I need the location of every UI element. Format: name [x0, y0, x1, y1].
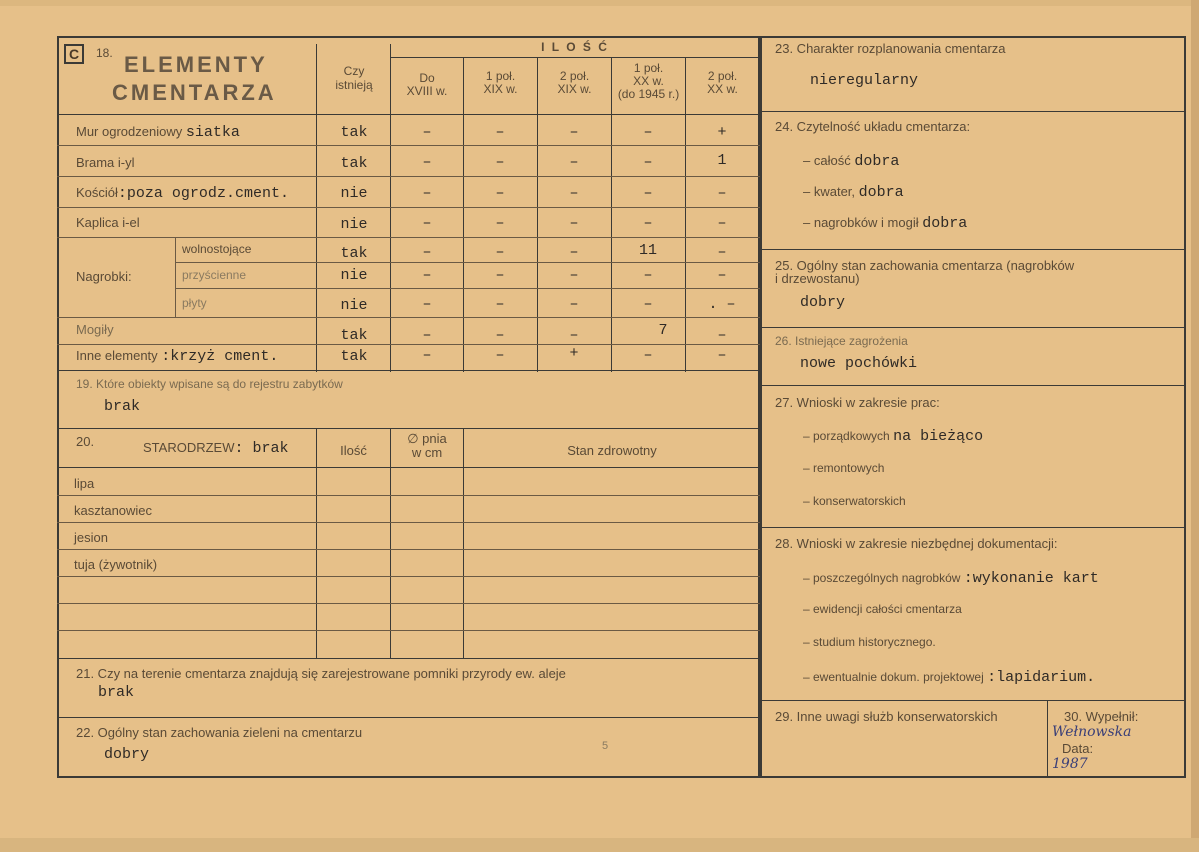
- col-qty: Ilość: [340, 443, 367, 458]
- stray-mark: 5: [602, 740, 609, 752]
- cell-kaplica-2: –: [569, 215, 579, 232]
- cell-wolno-1: –: [495, 244, 505, 261]
- cell-kaplica-1: –: [495, 215, 505, 232]
- cell-kosciol-0: –: [422, 185, 432, 202]
- cell-przy-0: –: [422, 267, 432, 284]
- sec18-title-line1: ELEMENTY: [124, 52, 268, 77]
- cell-mur-0: –: [422, 124, 432, 141]
- sec24-item-2: – nagrobków i mogił dobra: [803, 215, 968, 232]
- sec29-label: 29. Inne uwagi służb konserwatorskich: [775, 709, 998, 724]
- cell-kaplica-0: –: [422, 215, 432, 232]
- sec27-item-2: – konserwatorskich: [803, 494, 906, 508]
- cell-brama-4: 1: [717, 152, 727, 169]
- sec30-signature: Wełnowska: [1052, 724, 1132, 740]
- cell-inne-2: +: [569, 345, 579, 362]
- period-header-2: 2 poł. XIX w.: [557, 69, 592, 96]
- cell-mogily-1: –: [495, 327, 505, 344]
- sec23-value: nieregularny: [810, 72, 919, 89]
- row-label-kaplica: Kaplica i-el: [76, 215, 140, 230]
- cell-brama-2: –: [569, 154, 579, 171]
- exists-przyscienne: nie: [340, 267, 368, 284]
- sec18-title-line2: CMENTARZA: [112, 80, 277, 105]
- exists-inne: tak: [340, 348, 368, 365]
- paper-bottom-edge: [0, 838, 1199, 852]
- exists-brama: tak: [340, 155, 368, 172]
- sec24-item-0: – całość dobra: [803, 153, 900, 170]
- sec28-item-1: – ewidencji całości cmentarza: [803, 602, 962, 616]
- row-label-mogily: Mogiły: [76, 322, 114, 337]
- period-header-4: 2 poł. XX w.: [707, 69, 738, 96]
- sec27-item-1: – remontowych: [803, 461, 885, 475]
- row-label-mur: Mur ogrodzeniowy siatka: [76, 124, 240, 141]
- sec19-label: 19. Które obiekty wpisane są do rejestru zabytków: [76, 377, 343, 391]
- cell-kosciol-2: –: [569, 185, 579, 202]
- cell-mur-2: –: [569, 124, 579, 141]
- sec27-item-0: – porządkowych na bieżąco: [803, 428, 984, 445]
- sec30-date-label: Data:: [1062, 741, 1094, 756]
- cell-plyty-4: . –: [708, 296, 736, 313]
- ilosc-header: I L O Ś Ć: [541, 40, 609, 54]
- sec28-item-2: – studium historycznego.: [803, 635, 936, 649]
- exists-mur: tak: [340, 124, 368, 141]
- sec28-label: 28. Wnioski w zakresie niezbędnej dokumentacji:: [775, 536, 1058, 551]
- cell-inne-4: –: [717, 347, 727, 364]
- sec28-item-3: – ewentualnie dokum. projektowej :lapidarium.: [803, 669, 1096, 686]
- exists-kosciol: nie: [340, 185, 368, 202]
- cell-kosciol-3: –: [643, 185, 653, 202]
- cell-kaplica-4: –: [717, 215, 727, 232]
- paper-top-edge: [0, 0, 1199, 6]
- sec21-value: brak: [98, 684, 135, 701]
- period-header-0: Do XVIII w.: [406, 71, 448, 98]
- cell-inne-3: –: [643, 347, 653, 364]
- row-label-brama: Brama i-yl: [76, 155, 135, 170]
- cell-brama-1: –: [495, 154, 505, 171]
- sec23-label: 23. Charakter rozplanowania cmentarza: [775, 41, 1006, 56]
- paper-right-edge: [1191, 0, 1199, 852]
- cell-wolno-3: 11: [638, 242, 657, 259]
- cell-mur-1: –: [495, 124, 505, 141]
- col-diameter: ∅ pnia w cm: [407, 431, 447, 460]
- period-header-3: 1 poł. XX w. (do 1945 r.): [617, 61, 680, 101]
- cell-plyty-0: –: [422, 296, 432, 313]
- row-label-inne: Inne elementy :krzyż cment.: [76, 348, 279, 365]
- exists-plyty: nie: [340, 297, 368, 314]
- col-health: Stan zdrowotny: [567, 443, 657, 458]
- cell-inne-0: –: [422, 347, 432, 364]
- cell-mogily-2: –: [569, 327, 579, 344]
- cell-wolno-0: –: [422, 244, 432, 261]
- sec24-label: 24. Czytelność układu cmentarza:: [775, 119, 971, 134]
- cell-kosciol-1: –: [495, 185, 505, 202]
- cell-przy-3: –: [643, 267, 653, 284]
- cell-przy-4: –: [717, 267, 727, 284]
- exists-wolnostojace: tak: [340, 245, 368, 262]
- sec25-value: dobry: [800, 294, 846, 311]
- sec22-label: 22. Ogólny stan zachowania zieleni na cmentarzu: [76, 725, 363, 740]
- row-label-plyty: płyty: [182, 296, 207, 310]
- cell-plyty-3: –: [643, 296, 653, 313]
- cell-mogily-3: 7: [658, 322, 668, 339]
- col-exists-label: Czy istnieją: [335, 64, 373, 92]
- tree-row-3: tuja (żywotnik): [74, 557, 158, 572]
- sec21-label: 21. Czy na terenie cmentarza znajdują się zarejestrowane pomniki przyrody ew. aleje: [76, 666, 566, 681]
- tree-row-1: kasztanowiec: [74, 503, 153, 518]
- cell-mogily-4: –: [717, 327, 727, 344]
- sec22-value: dobry: [104, 746, 150, 763]
- tree-row-2: jesion: [74, 530, 108, 545]
- cell-kaplica-3: –: [643, 215, 653, 232]
- row-label-wolnostojace: wolnostojące: [182, 242, 252, 256]
- cell-brama-3: –: [643, 154, 653, 171]
- cell-przy-2: –: [569, 267, 579, 284]
- cell-mur-4: +: [717, 124, 727, 141]
- sec24-item-1: – kwater, dobra: [803, 184, 904, 201]
- sec18-number: 18.: [96, 46, 113, 60]
- cell-wolno-2: –: [569, 244, 579, 261]
- cell-kosciol-4: –: [717, 185, 727, 202]
- exists-kaplica: nie: [340, 216, 368, 233]
- row-label-przyscienne: przyścienne: [182, 268, 247, 282]
- exists-mogily: tak: [340, 327, 368, 344]
- sec25-label: 25. Ogólny stan zachowania cmentarza (nagrobków i drzewostanu): [775, 258, 1075, 286]
- sec26-value: nowe pochówki: [800, 355, 918, 372]
- cell-inne-1: –: [495, 347, 505, 364]
- sec30-date-value: 1987: [1052, 756, 1088, 772]
- sec19-value: brak: [104, 398, 141, 415]
- period-header-1: 1 poł. XIX w.: [483, 69, 518, 96]
- row-label-nagrobki: Nagrobki:: [76, 269, 132, 284]
- tree-row-0: lipa: [74, 476, 95, 491]
- sec27-label: 27. Wnioski w zakresie prac:: [775, 395, 940, 410]
- sec26-label: 26. Istniejące zagrożenia: [775, 334, 908, 348]
- row-label-kosciol: Kościół:poza ogrodz.cment.: [76, 185, 289, 202]
- section-letter-box: C: [64, 44, 84, 64]
- cell-mur-3: –: [643, 124, 653, 141]
- cell-przy-1: –: [495, 267, 505, 284]
- cell-plyty-2: –: [569, 296, 579, 313]
- sec30-label: 30. Wypełnił:: [1064, 709, 1139, 724]
- cell-brama-0: –: [422, 154, 432, 171]
- cell-mogily-0: –: [422, 327, 432, 344]
- sec20-title: STARODRZEW: brak: [143, 440, 289, 457]
- cell-wolno-4: –: [717, 244, 727, 261]
- sec28-item-0: – poszczególnych nagrobków :wykonanie kart: [803, 570, 1099, 587]
- cell-plyty-1: –: [495, 296, 505, 313]
- sec20-number: 20.: [76, 434, 95, 449]
